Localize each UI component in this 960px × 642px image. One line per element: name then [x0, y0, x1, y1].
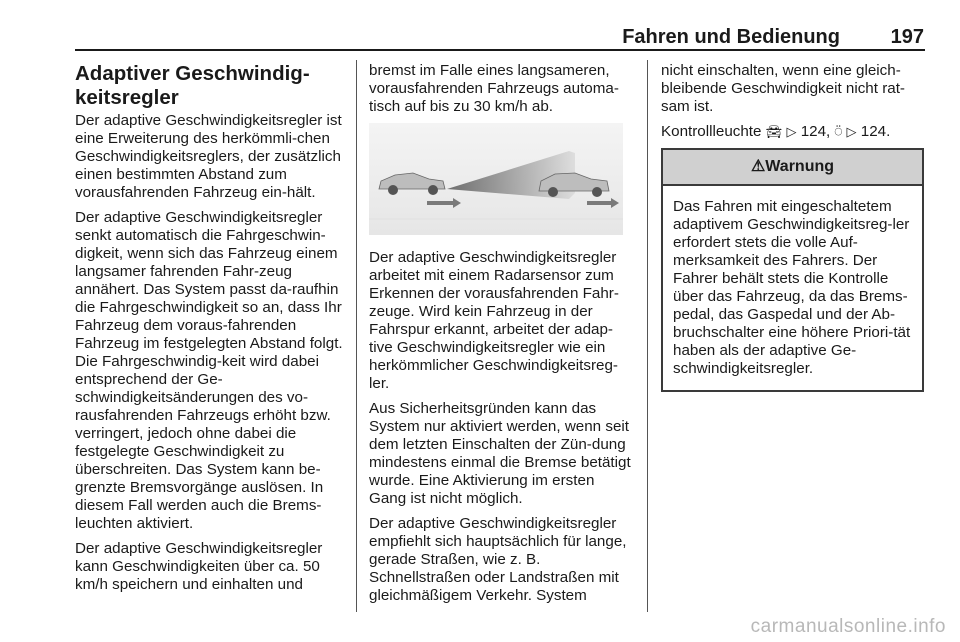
paragraph: Der adaptive Geschwindigkeitsregler kann Geschwindigkeiten über ca. 50 km/h speichern und einhalten und — [75, 540, 323, 593]
paragraph: Aus Sicherheitsgründen kann das System nur aktiviert werden, wenn seit dem letzten Einschalten der Zün-dung mindestens einmal die Bremse betätigt wurde. Eine Aktivierung im ersten Gang ist nicht möglich. — [369, 400, 631, 507]
page-ref: 124 — [800, 123, 827, 140]
watermark: carmanualsonline.info — [750, 616, 946, 637]
column-2 — [369, 62, 634, 612]
section-title: Fahren und Bedienung — [622, 26, 840, 48]
arrow-ref-icon: ▷ — [786, 124, 797, 139]
car-icon: 🚘︎ — [765, 124, 783, 139]
warning-triangle-icon: ⚠ — [750, 158, 766, 175]
page-number: 197 — [890, 26, 924, 48]
cruise-control-icon: ⍥ — [834, 124, 843, 139]
indicator-line: Kontrollleuchte 🚘︎ ▷ 124, ⍥ ▷ 124. — [661, 123, 891, 140]
warning-box — [661, 148, 924, 392]
paragraph: Der adaptive Geschwindigkeitsregler empfiehlt sich hauptsächlich für lange, gerade Straßen, wie z. B. Schnellstraßen oder Landstraßen mit gleichmäßigem Verkehr. System — [369, 515, 627, 604]
column-divider — [356, 60, 357, 612]
indicator-label: Kontrollleuchte — [661, 123, 762, 140]
paragraph: nicht einschalten, wenn eine gleich-bleibende Geschwindigkeit nicht rat-sam ist. — [661, 62, 905, 115]
paragraph: Der adaptive Geschwindigkeitsregler ist eine Erweiterung des herkömmli-chen Geschwindigkeitsreglers, der zusätzlich einen bestimmten Abstand zum vorausfahrenden Fahrzeug ein-hält. — [75, 112, 342, 201]
paragraph: Der adaptive Geschwindigkeitsregler arbeitet mit einem Radarsensor zum Erkennen der vorausfahrenden Fahr-zeuge. Wird kein Fahrzeug in der Fahrspur erkannt, arbeitet der adap-tive Geschwindigkeitsregler wie ein herkömmlicher Geschwindigkeitsreg-ler. — [369, 249, 619, 392]
header-rule — [75, 49, 925, 51]
paragraph: Der adaptive Geschwindigkeitsregler senkt automatisch die Fahrgeschwin-digkeit, wenn sich das Fahrzeug einem langsamer fahrenden Fahr-zeug annähert. Das System passt da-raufhin die Fahrgeschwindigkeit so an, dass Ihr Fahrzeug dem voraus-fahrenden Fahrzeug im festgelegten Abstand folgt. Die Fahrgeschwindig-keit wird dabei entsprechend der Ge-schwindigkeitsänderungen des vo-rausfahrenden Fahrzeugs erhöht bzw. verringert, jedoch ohne dabei die festgelegte Geschwindigkeit zu überschreiten. Das System kann be-grenzte Bremsvorgänge auslösen. In diesem Fall werden auch die Brems-leuchten aktiviert. — [75, 209, 343, 532]
section-heading: Adaptiver Geschwindig- keitsregler — [75, 62, 310, 109]
warning-header — [663, 150, 922, 186]
arrow-ref-icon: ▷ — [846, 124, 857, 139]
paragraph: bremst im Falle eines langsameren, vorausfahrenden Fahrzeugs automa-tisch auf bis zu 30 km/h ab. — [369, 62, 619, 115]
column-3 — [661, 62, 924, 392]
page-ref: 124. — [860, 123, 891, 140]
radar-illustration — [369, 123, 623, 235]
column-divider — [647, 60, 648, 612]
warning-title: Warnung — [765, 158, 835, 175]
warning-text: Das Fahren mit eingeschaltetem adaptivem Geschwindigkeitsreg-ler erfordert stets die volle Auf-merksamkeit des Fahrers. Der Fahrer behält stets die Kontrolle über das Fahrzeug, da das Brems-pedal, das Gaspedal und der Ab-bruchschalter eine höhere Priori-tät haben als der adaptive Ge-schwindigkeitsregler. — [673, 198, 911, 377]
column-1 — [75, 62, 343, 601]
